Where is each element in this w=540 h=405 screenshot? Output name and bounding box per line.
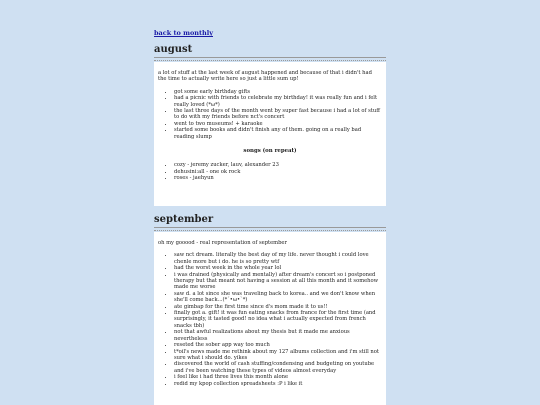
songs-list xyxy=(158,162,382,181)
august-heading: august xyxy=(154,44,193,55)
list-item: • not that awful realizations about my thesis but it made me anxious nevertheless xyxy=(174,329,382,342)
list-item: • cozy - jeremy zucker, lauv, alexander 23 xyxy=(174,162,382,168)
list-item: • finally got a. gift! it was fun eating snacks from france for the first time (and surprisingly, it tasted good! no idea what i actually expected from french snacks tbh) xyxy=(174,310,382,329)
list-item: • i feel like i had three lives this month alone xyxy=(174,374,382,380)
september-divider xyxy=(154,227,386,231)
september-intro: oh my gooood - real representation of september xyxy=(158,240,287,246)
songs-heading: songs (on repeat) xyxy=(243,148,297,155)
list-item: • had a picnic with friends to celebrate my birthday! it was really fun and i felt really loved (*ω*) xyxy=(174,95,382,108)
list-item: • dehusini:all - one ok rock xyxy=(174,169,382,175)
list-item: • saw d. a lot since she was traveling back to korea.. and we don't know when she'll come back...(*´•ω•`*) xyxy=(174,291,382,304)
august-divider xyxy=(154,57,386,61)
september-card xyxy=(154,232,386,405)
list-item: • ate gimbap for the first time since d's mom made it to us!! xyxy=(174,304,382,310)
list-item: • the last three days of the month went by super fast because i had a lot of stuff to do with my friends before nct's concert xyxy=(174,108,382,121)
list-item: • reseted the sober app way too much xyxy=(174,342,382,348)
september-heading: september xyxy=(154,214,214,225)
list-item: • saw nct dream. literally the best day of my life. never thought i could love chenle more but i do. he is so pretty wtf xyxy=(174,252,382,265)
august-list xyxy=(158,89,382,140)
list-item: • t*oil's news made me rethink about my 127 albums collection and i'm still not sure what i should do. yikes xyxy=(174,349,382,362)
list-item: • had the worst week in the whole year lol xyxy=(174,265,382,271)
list-item: • discovered the world of cash stuffing/condensing and budgeting on youtube and i've been watching these types of videos almost everyday xyxy=(174,361,382,374)
august-intro: a lot of stuff at the last week of august happened and because of that i didn't had the time to actually write here so just a little sum up! xyxy=(158,70,372,83)
august-card xyxy=(154,62,386,206)
september-list xyxy=(158,252,382,387)
back-to-monthly-link[interactable]: back to monthly xyxy=(154,29,213,37)
list-item: • i was drained (physically and mentally) after dream's concert so i postponed therapy but that meant not having a session at all this month and it somehow made me worse xyxy=(174,272,382,291)
list-item: • got some early birthday gifts xyxy=(174,89,382,95)
list-item: • redid my kpop collection spreadsheets :P i like it xyxy=(174,381,382,387)
list-item: • started some books and didn't finish any of them. going on a really bad reading slump xyxy=(174,127,382,140)
list-item: • went to two museums! + karaoke xyxy=(174,121,382,127)
list-item: • roses - jaehyun xyxy=(174,175,382,181)
